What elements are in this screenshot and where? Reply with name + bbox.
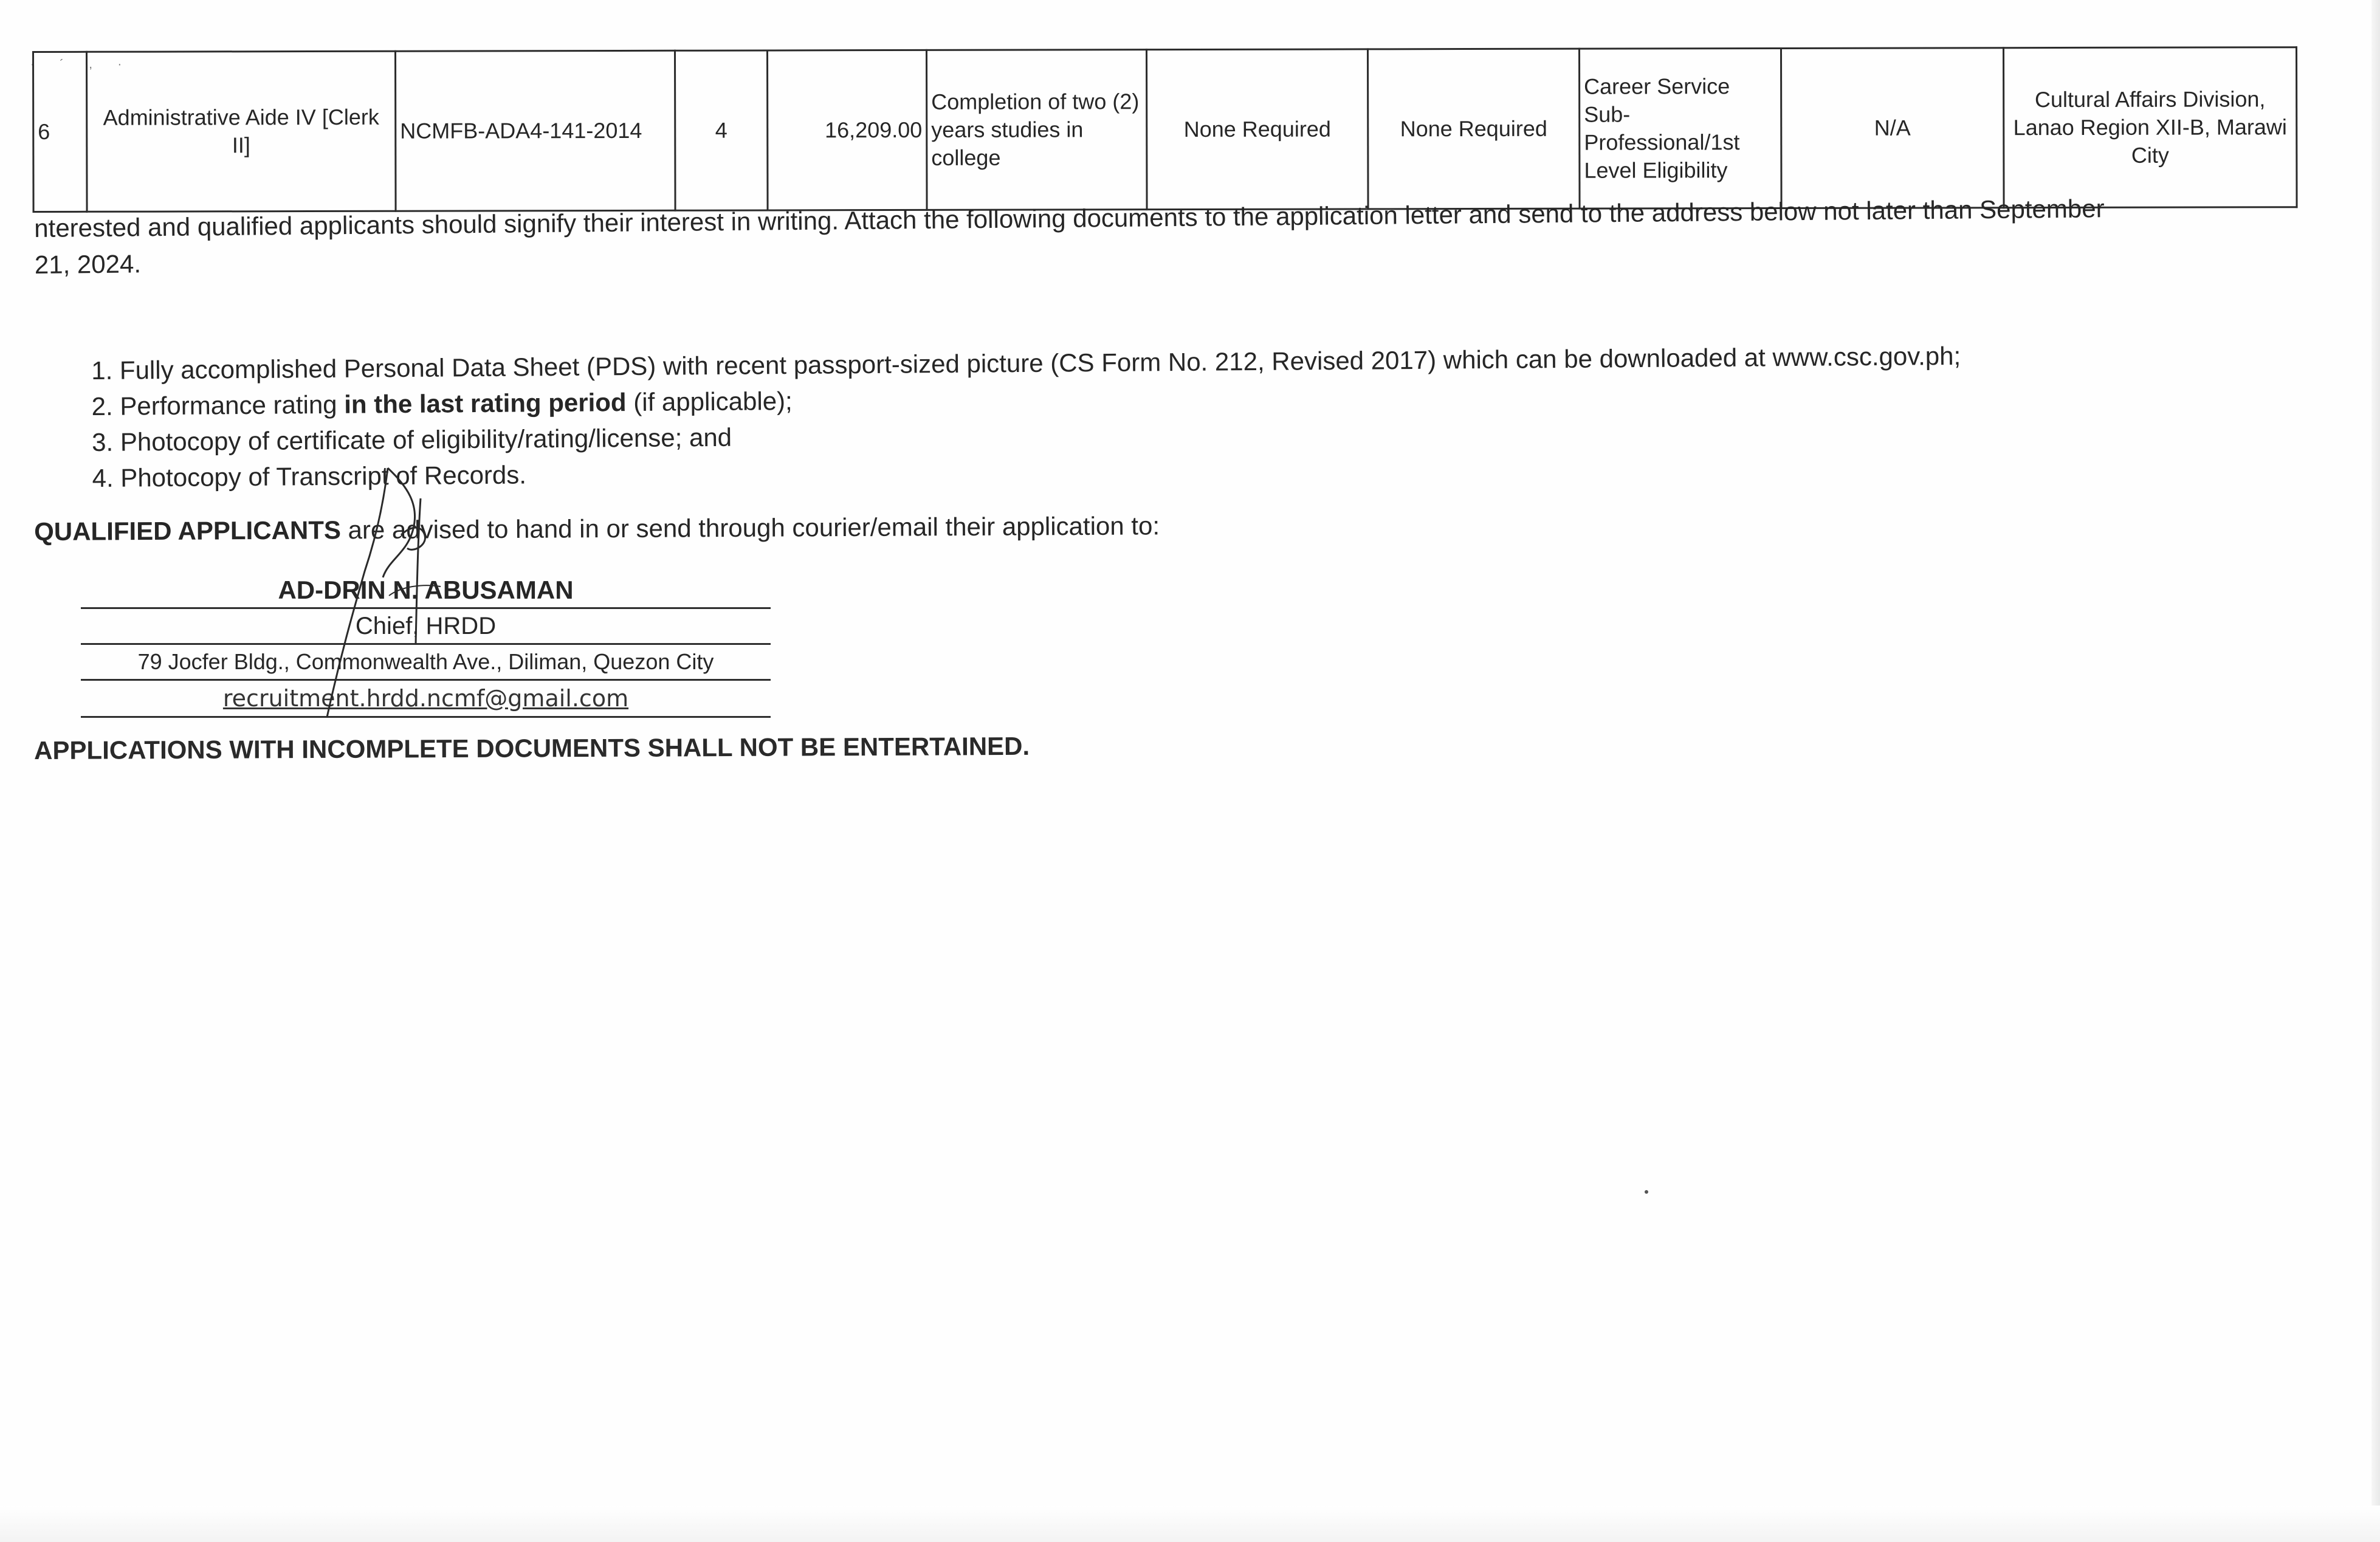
cell-place-of-assignment: Cultural Affairs Division, Lanao Region XII-B, Marawi City xyxy=(2003,47,2297,208)
vacancy-table-wrapper xyxy=(32,46,2296,213)
incomplete-documents-notice: APPLICATIONS WITH INCOMPLETE DOCUMENTS SHALL NOT BE ENTERTAINED. xyxy=(34,731,1030,765)
list-item-text: Fully accomplished Personal Data Sheet (PDS) with recent passport-sized picture (CS Form No. 212, Revised 2017) which can be downloaded at www.csc.gov.ph; xyxy=(119,341,1961,385)
scan-edge-shadow xyxy=(2371,0,2380,1542)
requirements-list xyxy=(91,338,1962,496)
qualified-rest: are advised to hand in or send through courier/email their application to: xyxy=(348,511,1160,545)
cell-training: None Required xyxy=(1146,49,1368,210)
cell-education: Completion of two (2) years studies in college xyxy=(926,50,1147,210)
cell-competency: N/A xyxy=(1781,48,2004,208)
scan-marks: · ´ , · xyxy=(30,58,133,71)
list-item-number: 2. xyxy=(91,391,113,421)
list-item-number: 3. xyxy=(91,427,114,456)
qualified-lead: QUALIFIED APPLICANTS xyxy=(34,515,342,546)
intro-line-1: nterested and qualified applicants should signify their interest in writing. Attach the following documents to the application letter and send to the address below not later than September xyxy=(34,194,2105,243)
contact-block xyxy=(81,573,771,718)
list-item-text: Photocopy of Transcript of Records. xyxy=(120,460,527,492)
list-item-number: 1. xyxy=(91,356,113,385)
cell-item-number: 6 xyxy=(33,52,88,212)
vacancy-table xyxy=(32,46,2298,213)
list-item-number: 4. xyxy=(92,463,114,492)
list-item-text: Performance rating xyxy=(120,390,337,421)
contact-position: Chief, HRDD xyxy=(81,609,771,645)
list-item-text-bold: in the last rating period xyxy=(344,388,627,419)
scan-speck xyxy=(1645,1190,1648,1194)
qualified-applicants-line xyxy=(34,509,1160,549)
contact-email: recruitment.hrdd.ncmf@gmail.com xyxy=(81,681,771,718)
list-item-text: (if applicable); xyxy=(633,386,793,416)
cell-monthly-salary: 16,209.00 xyxy=(768,50,927,210)
cell-eligibility: Career Service Sub-Professional/1st Level Eligibility xyxy=(1579,48,1781,208)
table-row xyxy=(33,47,2297,212)
cell-position-title: Administrative Aide IV [Clerk II] xyxy=(87,51,396,212)
contact-address: 79 Jocfer Bldg., Commonwealth Ave., Diliman, Quezon City xyxy=(81,645,771,681)
intro-line-2: 21, 2024. xyxy=(34,249,142,279)
cell-salary-grade: 4 xyxy=(675,50,768,210)
cell-experience: None Required xyxy=(1367,49,1580,209)
list-item-text: Photocopy of certificate of eligibility/rating/license; and xyxy=(120,422,732,456)
scan-bottom-shadow xyxy=(0,1506,2380,1542)
contact-name: AD-DRIN N. ABUSAMAN xyxy=(81,573,771,609)
cell-plantilla-item: NCMFB-ADA4-141-2014 xyxy=(396,50,676,211)
